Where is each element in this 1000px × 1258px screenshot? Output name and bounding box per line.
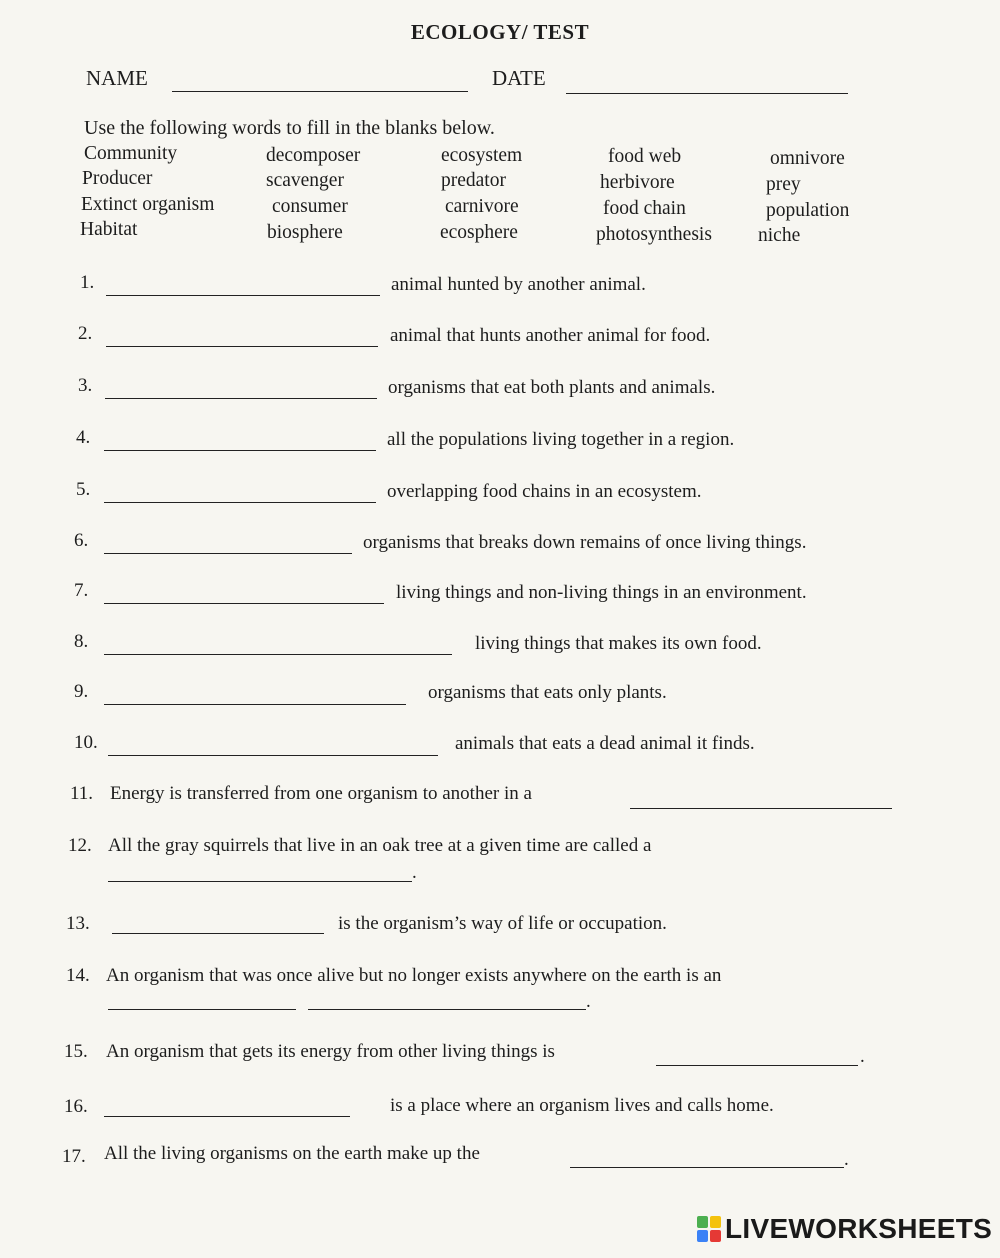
- question-number: 17.: [62, 1146, 86, 1167]
- answer-field-2[interactable]: [106, 325, 378, 347]
- question-number: 7.: [74, 580, 89, 601]
- instructions: Use the following words to fill in the blanks below.: [84, 117, 495, 139]
- question-text: living things and non-living things in an environment.: [396, 582, 807, 603]
- question-number: 16.: [64, 1096, 88, 1117]
- name-field[interactable]: [172, 70, 468, 92]
- question-number: 9.: [74, 681, 89, 702]
- question-text: is a place where an organism lives and calls home.: [390, 1095, 774, 1116]
- word-bank-item: niche: [758, 225, 801, 246]
- answer-field-11[interactable]: [630, 787, 892, 809]
- word-bank-item: Extinct organism: [81, 194, 215, 215]
- question-number: 1.: [80, 272, 95, 293]
- question-text: overlapping food chains in an ecosystem.: [387, 481, 702, 502]
- page-title: ECOLOGY/ TEST: [410, 20, 590, 44]
- question-number: 10.: [74, 732, 98, 753]
- answer-field-16[interactable]: [104, 1095, 350, 1117]
- question-text: organisms that eats only plants.: [428, 682, 667, 703]
- question-text: organisms that eat both plants and animals.: [388, 377, 716, 398]
- word-bank-item: population: [766, 200, 850, 221]
- word-bank-item: decomposer: [266, 145, 361, 166]
- period: .: [860, 1046, 865, 1067]
- question-text: All the living organisms on the earth make up the: [104, 1143, 480, 1164]
- answer-field-13[interactable]: [112, 912, 324, 934]
- liveworksheets-logo[interactable]: [697, 1213, 992, 1245]
- word-bank-item: ecosphere: [440, 222, 518, 243]
- question-number: 3.: [78, 375, 93, 396]
- question-text: An organism that was once alive but no longer exists anywhere on the earth is an: [106, 965, 722, 986]
- question-text: Energy is transferred from one organism to another in a: [110, 783, 532, 804]
- word-bank-item: photosynthesis: [596, 224, 712, 245]
- answer-field-14b[interactable]: [308, 988, 586, 1010]
- answer-field-7[interactable]: [104, 582, 384, 604]
- period: .: [586, 991, 591, 1012]
- answer-field-15[interactable]: [656, 1044, 858, 1066]
- question-text: An organism that gets its energy from other living things is: [106, 1041, 555, 1062]
- question-number: 5.: [76, 479, 91, 500]
- question-text: animal hunted by another animal.: [391, 274, 646, 295]
- date-field[interactable]: [566, 72, 848, 94]
- period: .: [844, 1149, 849, 1170]
- question-number: 8.: [74, 631, 89, 652]
- question-number: 15.: [64, 1041, 88, 1062]
- question-number: 14.: [66, 965, 90, 986]
- answer-field-5[interactable]: [104, 481, 376, 503]
- word-bank-item: consumer: [272, 196, 348, 217]
- word-bank-item: omnivore: [770, 148, 845, 169]
- word-bank-item: herbivore: [600, 172, 675, 193]
- date-label: DATE: [492, 66, 546, 90]
- question-text: all the populations living together in a region.: [387, 429, 735, 450]
- word-bank-item: food chain: [603, 198, 686, 219]
- word-bank-item: prey: [766, 174, 801, 195]
- question-number: 11.: [70, 783, 94, 804]
- word-bank-item: scavenger: [266, 170, 344, 191]
- answer-field-3[interactable]: [105, 377, 377, 399]
- word-bank-item: ecosystem: [441, 145, 523, 166]
- answer-field-6[interactable]: [104, 532, 352, 554]
- question-number: 6.: [74, 530, 89, 551]
- question-number: 13.: [66, 913, 90, 934]
- period: .: [412, 862, 417, 883]
- logo-text: LIVEWORKSHEETS: [725, 1213, 993, 1244]
- question-text: is the organism’s way of life or occupation.: [338, 913, 667, 934]
- word-bank-item: Producer: [82, 168, 153, 189]
- word-bank-item: Community: [84, 143, 178, 164]
- word-bank-item: Habitat: [80, 219, 138, 240]
- question-text: animals that eats a dead animal it finds.: [455, 733, 755, 754]
- question-text: living things that makes its own food.: [475, 633, 762, 654]
- question-number: 2.: [78, 323, 93, 344]
- answer-field-14a[interactable]: [108, 988, 296, 1010]
- liveworksheets-logo-icon: [697, 1216, 721, 1242]
- word-bank-item: predator: [441, 170, 506, 191]
- question-number: 4.: [76, 427, 91, 448]
- question-number: 12.: [68, 835, 92, 856]
- name-label: NAME: [86, 66, 148, 90]
- answer-field-17[interactable]: [570, 1146, 844, 1168]
- answer-field-8[interactable]: [104, 633, 452, 655]
- word-bank-item: food web: [608, 146, 682, 167]
- answer-field-9[interactable]: [104, 683, 406, 705]
- word-bank-item: biosphere: [267, 222, 343, 243]
- question-text: organisms that breaks down remains of once living things.: [363, 532, 807, 553]
- word-bank-item: carnivore: [445, 196, 519, 217]
- question-text: animal that hunts another animal for food.: [390, 325, 711, 346]
- answer-field-1[interactable]: [106, 274, 380, 296]
- answer-field-10[interactable]: [108, 734, 438, 756]
- answer-field-12[interactable]: [108, 860, 412, 882]
- question-text: All the gray squirrels that live in an oak tree at a given time are called a: [108, 835, 652, 856]
- answer-field-4[interactable]: [104, 429, 376, 451]
